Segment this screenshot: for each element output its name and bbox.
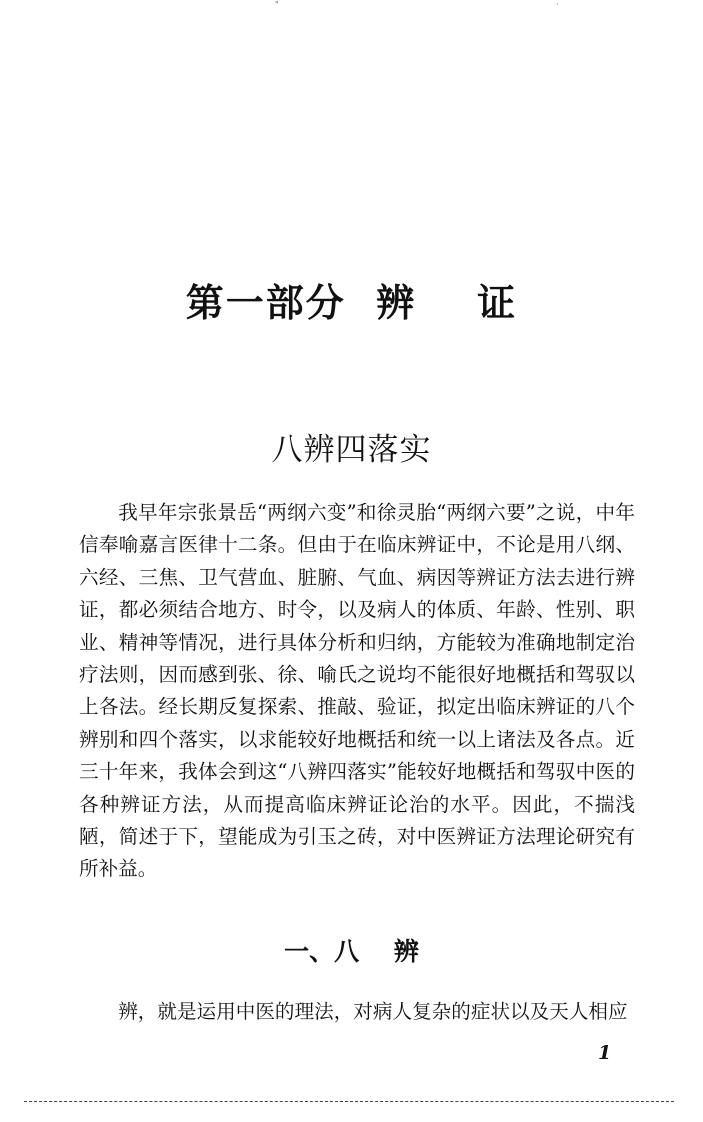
body-paragraph: 辨，就是运用中医的理法，对病人复杂的症状以及天人相应 — [118, 1000, 628, 1023]
page-number: 1 — [598, 1042, 612, 1064]
scan-mark: " — [275, 0, 279, 9]
body-paragraph: 我早年宗张景岳“两纲六变”和徐灵胎“两纲六要”之说，中年信奉喻嘉言医律十二条。但由于在临床辨证中，不论是用八纲、六经、三焦、卫气营血、脏腑、气血、病因等辨证方法去进行辨证，都必须结合地方、时令，以及病人的体质、年龄、性别、职业、精神等情况，进行具体分析和归纳，方能较为准确地制定治疗法则，因而感到张、徐、喻氏之说均不能很好地概括和驾驭以上各法。经长期反复探索、推敲、验证，拟定出临床辨证的八个辨别和四个落实，以求能较好地概括和统一以上诸法及各点。近三十年来，我体会到这“八辨四落实”能较好地概括和驾驭中医的各种辨证方法，从而提高临床辨证论治的水平。因此，不揣浅陋，简述于下，望能成为引玉之砖，对中医辨证方法理论研究有所补益。 — [79, 501, 635, 881]
section-title: 一、八 辨 — [284, 937, 419, 966]
chapter-title: 八辨四落实 — [271, 432, 432, 468]
scan-mark: · — [556, 0, 559, 9]
bottom-rule — [24, 1101, 674, 1102]
part-title: 第一部分 辨 证 — [185, 280, 518, 325]
